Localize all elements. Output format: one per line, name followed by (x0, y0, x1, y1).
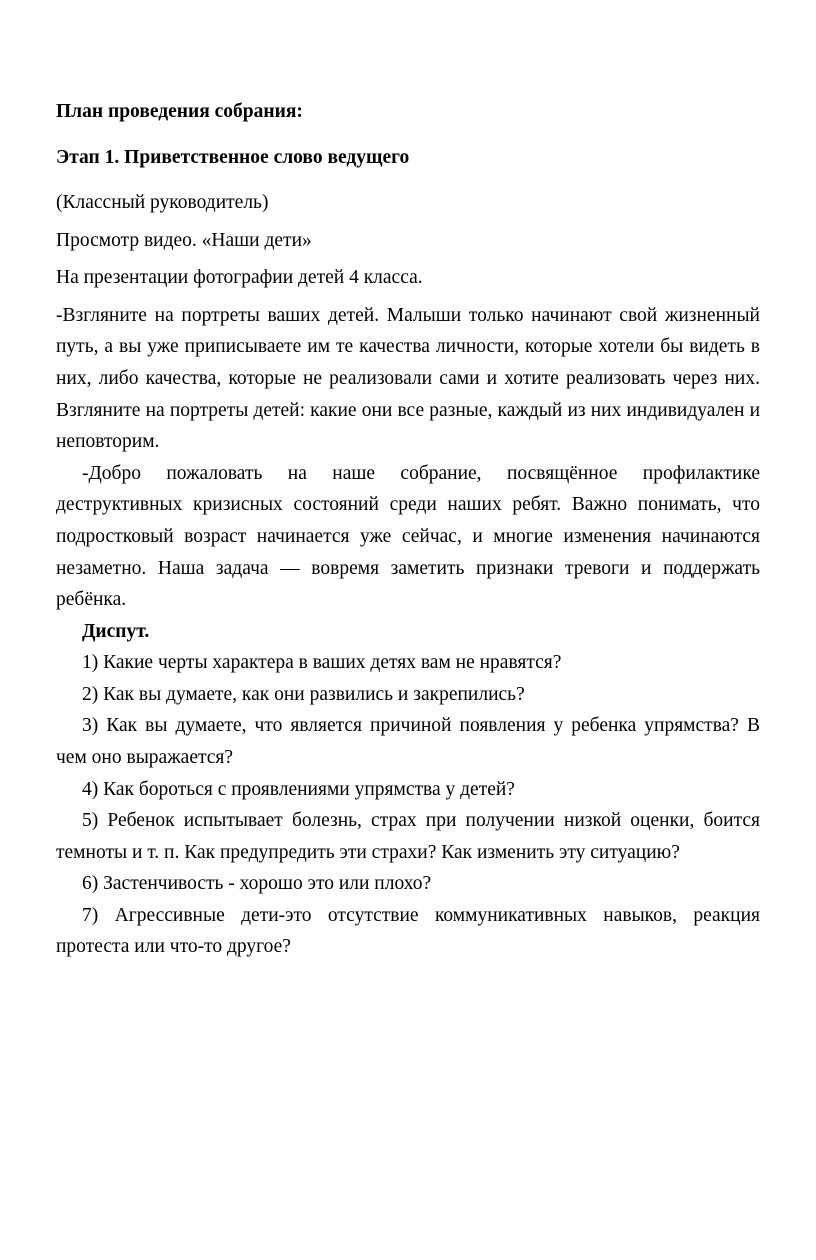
document-body (56, 96, 760, 963)
line-video-view: Просмотр видео. «Наши дети» (56, 229, 312, 251)
question-item: 5) Ребенок испытывает болезнь, страх при получении низкой оценки, боится темноты и т. п. Как предупредить эти страхи? Как изменить эту ситуацию? (56, 810, 760, 863)
stage-separator: . (114, 146, 120, 168)
line-presentation-photos: На презентации фотографии детей 4 класса. (56, 267, 423, 289)
question-item: 1) Какие черты характера в ваших детях вам не нравятся? (82, 652, 562, 674)
question-item: 4) Как бороться с проявлениями упрямства у детей? (82, 778, 515, 800)
paragraph-portraits: -Взгляните на портреты ваших детей. Малыши только начинают свой жизненный путь, а вы уже приписываете им те качества личности, которые хотели бы видеть в них, либо качества, которые не реализовали сами и хотите реализовать через них. Взгляните на портреты детей: какие они все разные, каждый из них индивидуален и неповторим. (56, 304, 760, 453)
stage-heading (56, 142, 760, 174)
question-item: 6) Застенчивость - хорошо это или плохо? (82, 873, 432, 895)
stage-label: Этап 1 (56, 146, 115, 168)
line-classroom-teacher: (Классный руководитель) (56, 192, 269, 214)
question-item: 3) Как вы думаете, что является причиной появления у ребенка упрямства? В чем оно выражается? (56, 715, 760, 768)
stage-title: Приветственное слово ведущего (124, 146, 410, 168)
question-item: 7) Агрессивные дети-это отсутствие коммуникативных навыков, реакция протеста или что-то другое? (56, 904, 760, 958)
question-item: 2) Как вы думаете, как они развились и закрепились? (82, 683, 525, 705)
dispute-heading: Диспут. (82, 620, 150, 642)
paragraph-welcome: -Добро пожаловать на наше собрание, посвящённое профилактике деструктивных кризисных состояний среди наших ребят. Важно понимать, что подростковый возраст начинается уже сейчас, и многие изменения начинаются незаметно. Наша задача — вовремя заметить признаки тревоги и поддержать ребёнка. (56, 462, 760, 611)
page-title: План проведения собрания: (56, 101, 303, 122)
